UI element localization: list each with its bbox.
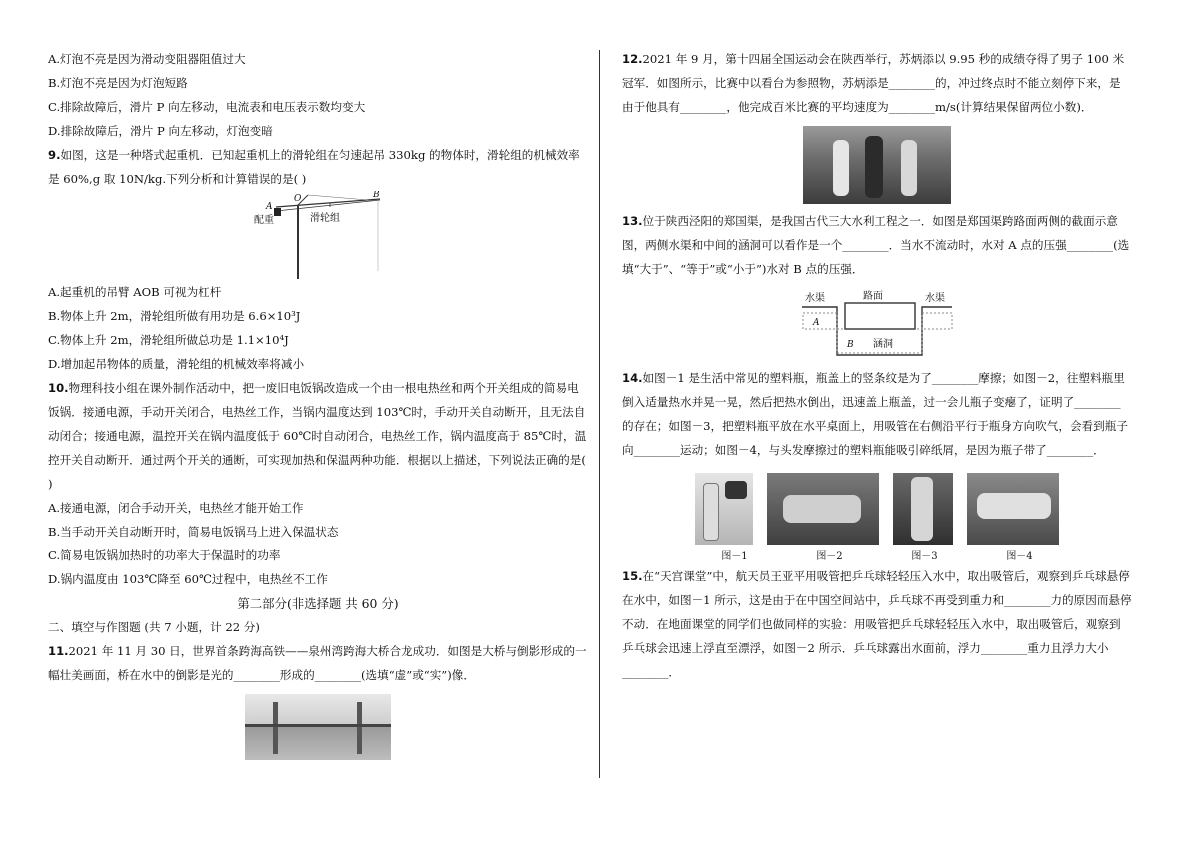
q9-option-b: B.物体上升 2m，滑轮组所做有用功是 6.6×10³J [48,309,301,324]
column-divider [599,50,600,778]
q9-option-d: D.增加起吊物体的质量，滑轮组的机械效率将减小 [48,357,305,372]
question-15-number: 15. [622,569,643,584]
question-12-number: 12. [622,52,643,66]
bridge-photo [245,694,391,760]
caption-fig2: 图－2 [816,551,843,563]
q10-option-a: A.接通电源，闭合手动开关，电热丝才能开始工作 [48,500,304,515]
question-15 [622,565,1132,685]
canal-label-road: 路面 [863,291,883,303]
canal-figure [797,285,957,363]
q8-option-b: B.灯泡不亮是因为灯泡短路 [48,75,188,90]
question-12-text: 2021 年 9 月，第十四届全国运动会在陕西举行，苏炳添以 9.95 秒的成绩夺得了男子 100 米冠军．如图所示，比赛中以看台为参照物，苏炳添是________的，冲过终点时不能立刻停下来，是由于他具有________，他完成百米比赛的平均速度为________m/s(计算结果保留两位小数)． [622,52,1125,114]
canal-label-b: B [847,340,854,351]
q9-option-c: C.物体上升 2m，滑轮组所做总功是 1.1×10⁴J [48,333,289,348]
crane-label-pulley: 滑轮组 [310,213,340,225]
crane-figure [248,191,388,281]
question-14-text: 如图－1 是生活中常见的塑料瓶，瓶盖上的竖条纹是为了________摩擦；如图－2，往塑料瓶里倒入适量热水并晃一晃，然后把热水倒出，迅速盖上瓶盖，过一会儿瓶子变瘪了，证明了________的存在；如图－3，把塑料瓶平放在水平桌面上，用吸管在右侧沿平行于瓶身方向吹气，会看到瓶子向________运动；如图－4，与头发摩擦过的塑料瓶能吸引碎纸屑，是因为瓶子带了________． [622,371,1128,458]
question-10 [48,377,588,497]
bottle-figure-captions [622,549,1132,565]
canal-label-right: 水渠 [925,293,945,305]
question-11 [48,640,588,688]
question-13-text: 位于陕西泾阳的郑国渠，是我国古代三大水利工程之一．如图是郑国渠跨路面两侧的截面示意图，两侧水渠和中间的涵洞可以看作是一个________．当水不流动时，水对 A 点的压强________(选填“大于”、“等于”或“小于”)水对 B 点的压强． [622,213,1130,276]
question-9-text: 如图，这是一种塔式起重机．已知起重机上的滑轮组在匀速起吊 330kg 的物体时，滑轮组的机械效率是 60%,g 取 10N/kg.下列分析和计算错误的是( ) [48,147,580,186]
question-15-text: 在“天宫课堂”中，航天员王亚平用吸管把乒乓球轻轻压入水中，取出吸管后，观察到乒乓球悬停在水中，如图－1 所示，这是由于在中国空间站中，乒乓球不再受到重力和________力的原因而悬停不动．在地面课堂的同学们也做同样的实验：用吸管把乒乓球轻轻压入水中，取出吸管后，观察到乒乓球会迅速上浮直至漂浮，如图－2 所示．乒乓球露出水面前，浮力________重力且浮力大小________． [622,569,1132,679]
q9-option-a: A.起重机的吊臂 AOB 可视为杠杆 [48,285,222,300]
q8-option-a: A.灯泡不亮是因为滑动变阻器阻值过大 [48,52,246,66]
q10-option-b: B.当手动开关自动断开时，简易电饭锅马上进入保温状态 [48,524,339,539]
question-10-number: 10. [48,381,69,396]
canal-label-a: A [813,318,820,329]
caption-fig1: 图－1 [721,551,748,563]
question-11-text: 2021 年 11 月 30 日，世界首条跨海高铁——泉州湾跨海大桥合龙成功．如图是大桥与倒影形成的一幅壮美画面，桥在水中的倒影是光的________形成的________(选填“虚”或“实”)像． [48,644,587,682]
question-11-number: 11. [48,644,69,659]
bottle-photo-3 [893,473,953,545]
left-column [48,48,588,760]
crane-label-b: B [373,191,380,201]
caption-fig4: 图－4 [1006,551,1033,563]
crane-label-o: O [294,194,302,205]
right-column [622,48,1132,685]
crane-label-a: A [266,202,273,213]
bottle-photo-4 [967,473,1059,545]
question-9-number: 9. [48,147,61,162]
q10-option-c: C.简易电饭锅加热时的功率大于保温时的功率 [48,548,281,563]
question-14-number: 14. [622,371,643,386]
question-12 [622,48,1132,120]
q10-option-d: D.锅内温度由 103℃降至 60℃过程中，电热丝不工作 [48,572,328,587]
q8-option-d: D.排除故障后，滑片 P 向左移动，灯泡变暗 [48,123,273,138]
section2-heading: 二、填空与作图题 (共 7 小题，计 22 分) [48,620,260,635]
canal-label-left: 水渠 [805,293,825,305]
caption-fig3: 图－3 [911,551,938,563]
bottle-photo-1 [695,473,753,545]
bottle-figures [622,473,1132,545]
question-10-text: 物理科技小组在课外制作活动中，把一废旧电饭锅改造成一个由一根电热丝和两个开关组成的简易电饭锅．接通电源，手动开关闭合，电热丝工作，当锅内温度达到 103℃时，手动开关自动断开，且无法自动闭合；接通电源，温控开关在锅内温度低于 60℃时自动闭合，电热丝工作，锅内温度高于 85℃时，温控开关自动断开．通过两个开关的通断，可实现加热和保温两种功能．根据以上描述，下列说法正确的是( ) [48,381,587,491]
part2-title: 第二部分(非选择题 共 60 分) [237,596,399,612]
canal-label-culvert: 涵洞 [873,339,893,351]
question-13-number: 13. [622,213,643,228]
bottle-photo-2 [767,473,879,545]
crane-label-weight: 配重 [254,215,274,227]
question-9 [48,144,588,192]
question-14 [622,367,1132,463]
question-13 [622,210,1132,282]
q8-option-c: C.排除故障后，滑片 P 向左移动，电流表和电压表示数均变大 [48,99,366,114]
sprinters-photo [803,126,951,204]
